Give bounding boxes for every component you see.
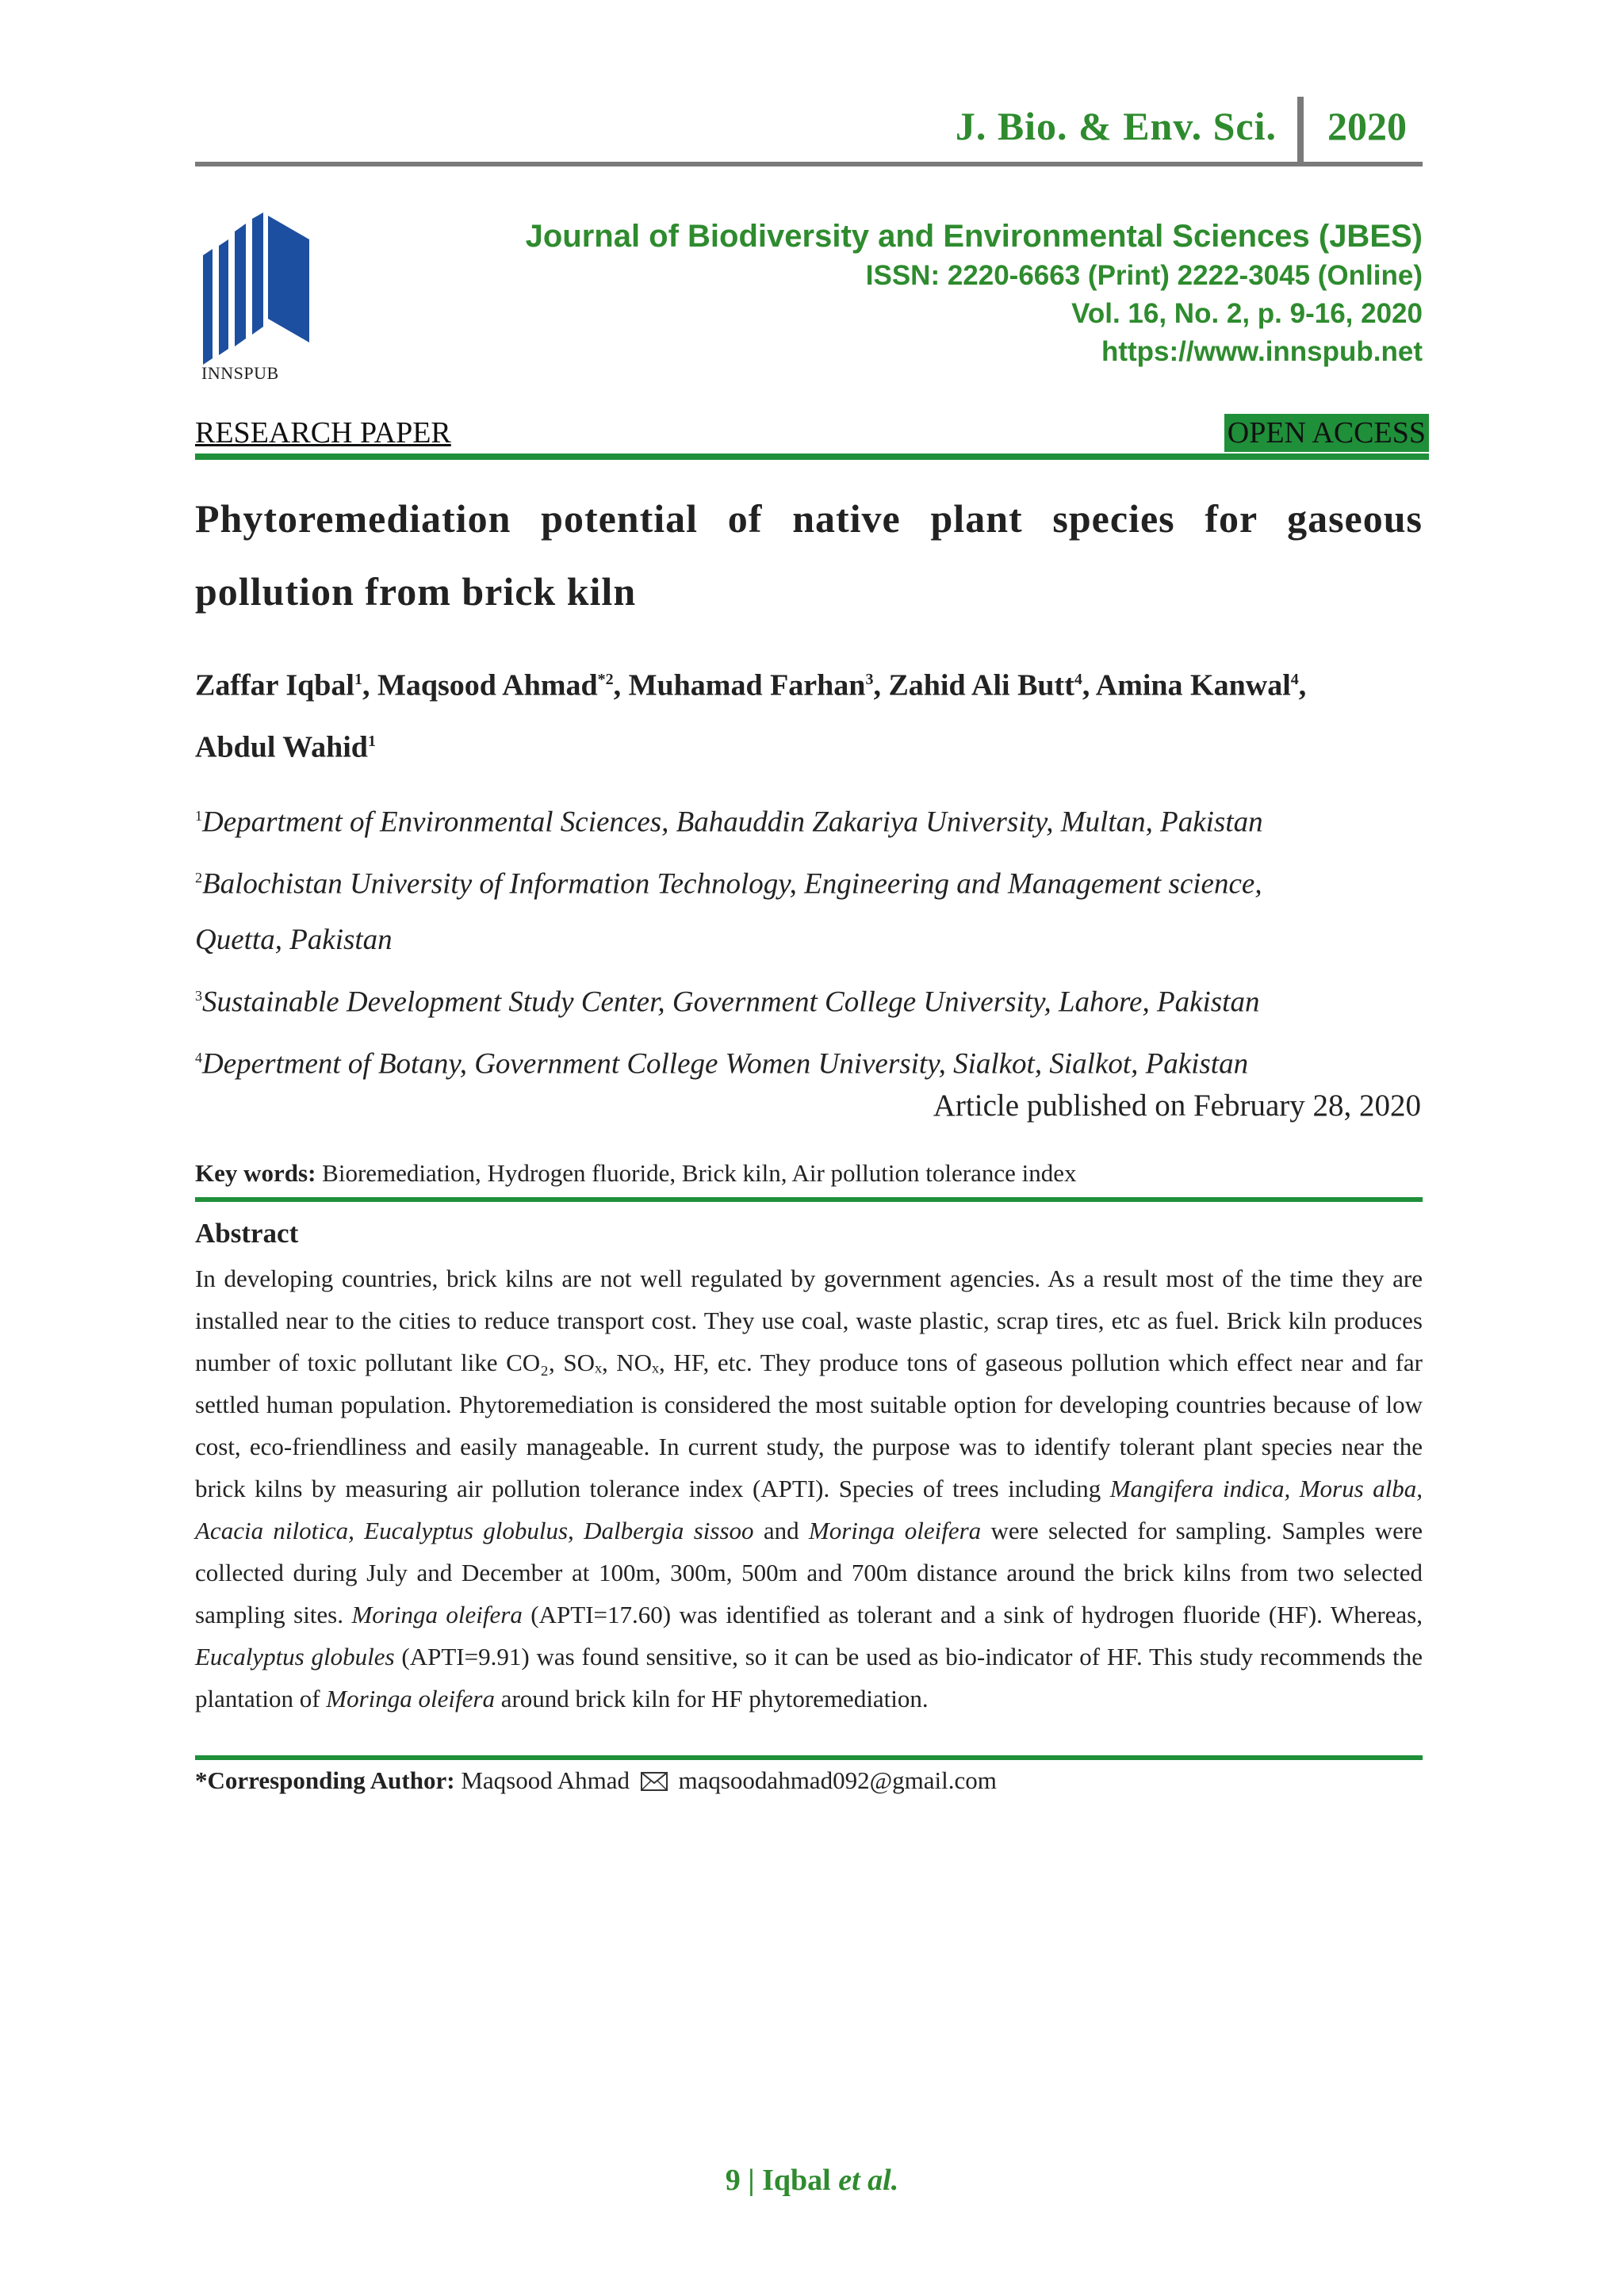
- running-header-divider: [1297, 97, 1304, 162]
- journal-info: [526, 216, 1423, 371]
- journal-volume: Vol. 16, No. 2, p. 9-16, 2020: [1071, 298, 1423, 329]
- affiliation-item: [195, 788, 1423, 850]
- affiliation-text: Sustainable Development Study Center, Government College University, Lahore, Pakistan: [202, 985, 1260, 1018]
- journal-issn: ISSN: 2220-6663 (Print) 2222-3045 (Online): [865, 260, 1423, 291]
- header-rule: [195, 162, 1423, 166]
- affiliation-list: [195, 788, 1423, 1092]
- species-name: Moringa oleifera: [808, 1517, 982, 1544]
- abstract-text: were selected for sampling. Samples were collected during July and December at 100m, 300m, 500m and 700m distance around the brick kilns from two selected sampling sites.: [195, 1517, 1423, 1628]
- affiliation-text: Balochistan University of Information Technology, Engineering and Management science, Quetta, Pakistan: [195, 867, 1262, 956]
- affiliation-text: Depertment of Botany, Government College Women University, Sialkot, Sialkot, Pakistan: [202, 1047, 1249, 1081]
- author-name: Muhamad Farhan: [628, 668, 866, 702]
- abstract-text: and: [753, 1517, 809, 1544]
- author-name: Zaffar Iqbal: [195, 668, 354, 702]
- journal-url[interactable]: https://www.innspub.net: [1101, 336, 1423, 367]
- page-footer: [0, 2163, 1624, 2198]
- author-name: Zahid Ali Butt: [888, 668, 1074, 702]
- footer-author: Iqbal: [762, 2164, 839, 2197]
- keywords-label: Key words:: [195, 1159, 316, 1187]
- running-header-journal: J. Bio. & Env. Sci.: [955, 104, 1277, 148]
- paper-type: RESEARCH PAPER: [195, 416, 451, 450]
- affiliation-sup: 4: [195, 1049, 202, 1066]
- author-sup: 4: [1290, 671, 1299, 688]
- keywords: [195, 1159, 1076, 1188]
- keywords-rule: [195, 1197, 1423, 1202]
- footer-separator: |: [740, 2164, 763, 2197]
- author-sup: 3: [865, 671, 874, 688]
- author-name: Amina Kanwal: [1095, 668, 1291, 702]
- paper-title: Phytoremediation potential of native plant species for gaseous pollution from brick kiln: [195, 496, 1423, 614]
- species-name: Moringa oleifera: [326, 1685, 495, 1712]
- corresponding-name: Maqsood Ahmad: [461, 1766, 630, 1794]
- affiliation-item: [195, 1030, 1423, 1092]
- abstract-rule: [195, 1755, 1423, 1760]
- affiliation-text: Department of Environmental Sciences, Bahauddin Zakariya University, Multan, Pakistan: [202, 806, 1263, 839]
- species-name: Mangifera indica, Morus alba, Acacia nilotica, Eucalyptus globulus, Dalbergia sissoo: [195, 1475, 1423, 1544]
- corresponding-email[interactable]: maqsoodahmad092@gmail.com: [678, 1766, 997, 1794]
- affiliation-sup: 1: [195, 808, 202, 824]
- abstract-text: around brick kiln for HF phytoremediation.: [494, 1685, 929, 1712]
- logo-label: INNSPUB: [201, 363, 279, 383]
- abstract-text: (APTI=9.91) was found sensitive, so it can be used as bio-indicator of HF. This study recommends the plantation of: [195, 1643, 1423, 1712]
- publication-date: Article published on February 28, 2020: [933, 1089, 1421, 1123]
- paper-type-rule: [195, 453, 1429, 460]
- affiliation-item: [195, 850, 1321, 967]
- affiliation-sup: 2: [195, 870, 202, 886]
- abstract-heading: Abstract: [195, 1218, 299, 1249]
- author-sup: 1: [354, 671, 362, 688]
- author-list: Zaffar Iqbal$^1$, Maqsood Ahmad$^{*2}$, Muhamad Farhan$^3$, Zahid Ali Butt$^4$, Amina Kanwal$^4$, Abdul Wahid$^1$: [195, 668, 1307, 764]
- affiliation-item: [195, 968, 1423, 1030]
- open-access-badge: OPEN ACCESS: [1224, 414, 1429, 452]
- footer-etal: et al.: [838, 2164, 899, 2197]
- corresponding-label: *Corresponding Author:: [195, 1766, 455, 1794]
- running-header-year: 2020: [1327, 104, 1407, 148]
- author-sup: 4: [1074, 671, 1082, 688]
- species-name: Eucalyptus globules: [195, 1643, 395, 1670]
- author-name: Maqsood Ahmad: [377, 668, 598, 702]
- abstract-body: [195, 1257, 1423, 1720]
- journal-name: Journal of Biodiversity and Environmental Sciences (JBES): [525, 219, 1423, 254]
- corresponding-author: [195, 1766, 997, 1795]
- author-sup: 1: [367, 732, 376, 750]
- author-name: Abdul Wahid: [195, 730, 368, 764]
- species-name: Moringa oleifera: [351, 1601, 523, 1628]
- running-header: [195, 97, 1423, 162]
- mail-icon: [641, 1772, 668, 1791]
- page-number: 9: [725, 2164, 741, 2197]
- keywords-text: Bioremediation, Hydrogen fluoride, Brick kiln, Air pollution tolerance index: [322, 1159, 1077, 1187]
- abstract-text: In developing countries, brick kilns are not well regulated by government agencies. As a result most of the time they are installed near to the cities to reduce transport cost. They use coal, waste plastic, scrap tires, etc as fuel. Brick kiln produces number of toxic pollutant like CO₂, SOₓ, NOₓ, HF, etc. They produce tons of gaseous pollution which effect near and far settled human population. Phytoremediation is considered the most suitable option for developing countries because of low cost, eco-friendliness and easily manageable. In current study, the purpose was to identify tolerant plant species near the brick kilns by measuring air pollution tolerance index (APTI). Species of trees including: [195, 1265, 1423, 1502]
- affiliation-sup: 3: [195, 987, 202, 1004]
- abstract-text: (APTI=17.60) was identified as tolerant and a sink of hydrogen fluoride (HF). Whereas,: [522, 1601, 1423, 1628]
- author-sup: *2: [597, 671, 614, 688]
